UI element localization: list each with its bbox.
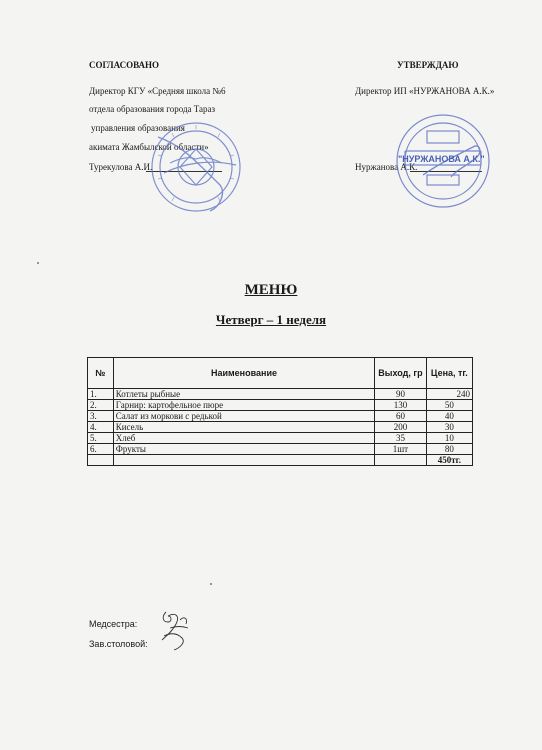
left-header-line: отдела образования города Тараз bbox=[89, 104, 216, 114]
row-output: 130 bbox=[375, 400, 426, 411]
header-name: Наименование bbox=[113, 358, 374, 389]
total-empty-cell bbox=[113, 455, 374, 466]
table-row bbox=[88, 411, 473, 422]
row-name: Хлеб bbox=[113, 433, 374, 444]
paper-speck bbox=[210, 583, 212, 585]
row-name: Фрукты bbox=[113, 444, 374, 455]
left-signatory-name: Турекулова А.И. bbox=[89, 162, 153, 172]
stamp-right-text: "НУРЖАНОВА А.К." bbox=[398, 154, 485, 164]
nurse-label: Медсестра: bbox=[89, 619, 138, 629]
menu-table bbox=[87, 357, 473, 466]
row-output: 1шт bbox=[375, 444, 426, 455]
left-header-line: Директор КГУ «Средняя школа №6 bbox=[89, 86, 226, 96]
header-price: Цена, тг. bbox=[426, 358, 472, 389]
paper-speck bbox=[37, 262, 39, 264]
right-signatory-name: Нуржанова А.К. bbox=[355, 162, 418, 172]
approved-title: УТВЕРЖДАЮ bbox=[397, 60, 459, 70]
page-title: МЕНЮ bbox=[244, 282, 298, 298]
row-price: 40 bbox=[426, 411, 472, 422]
agreed-title: СОГЛАСОВАНО bbox=[89, 60, 160, 70]
right-header-line: Директор ИП «НУРЖАНОВА А.К.» bbox=[355, 86, 495, 96]
school-stamp-icon bbox=[150, 115, 242, 225]
row-output: 35 bbox=[375, 433, 426, 444]
row-number: 1. bbox=[88, 389, 114, 400]
table-row bbox=[88, 389, 473, 400]
table-row bbox=[88, 400, 473, 411]
row-name: Кисель bbox=[113, 422, 374, 433]
nurse-signature-icon bbox=[158, 606, 204, 654]
row-output: 200 bbox=[375, 422, 426, 433]
row-name: Гарнир: картофельное пюре bbox=[113, 400, 374, 411]
table-total-row bbox=[88, 455, 473, 466]
total-price: 450тг. bbox=[426, 455, 472, 466]
row-number: 5. bbox=[88, 433, 114, 444]
row-output: 60 bbox=[375, 411, 426, 422]
table-row bbox=[88, 422, 473, 433]
row-price: 50 bbox=[426, 400, 472, 411]
table-row bbox=[88, 433, 473, 444]
left-header-line: акимата Жамбылской области» bbox=[89, 142, 209, 152]
table-row bbox=[88, 444, 473, 455]
page-subtitle: Четверг – 1 неделя bbox=[215, 312, 327, 327]
header-output: Выход, гр bbox=[375, 358, 426, 389]
row-price: 240 bbox=[426, 389, 472, 400]
row-price: 30 bbox=[426, 422, 472, 433]
row-output: 90 bbox=[375, 389, 426, 400]
row-number: 6. bbox=[88, 444, 114, 455]
left-header-line: управления образования bbox=[91, 123, 185, 133]
row-name: Котлеты рыбные bbox=[113, 389, 374, 400]
row-number: 2. bbox=[88, 400, 114, 411]
table-header-row bbox=[88, 358, 473, 389]
row-number: 3. bbox=[88, 411, 114, 422]
row-price: 80 bbox=[426, 444, 472, 455]
row-number: 4. bbox=[88, 422, 114, 433]
total-empty-cell bbox=[88, 455, 114, 466]
total-empty-cell bbox=[375, 455, 426, 466]
canteen-label: Зав.столовой: bbox=[89, 639, 148, 649]
row-name: Салат из моркови с редькой bbox=[113, 411, 374, 422]
row-price: 10 bbox=[426, 433, 472, 444]
header-number: № bbox=[88, 358, 114, 389]
